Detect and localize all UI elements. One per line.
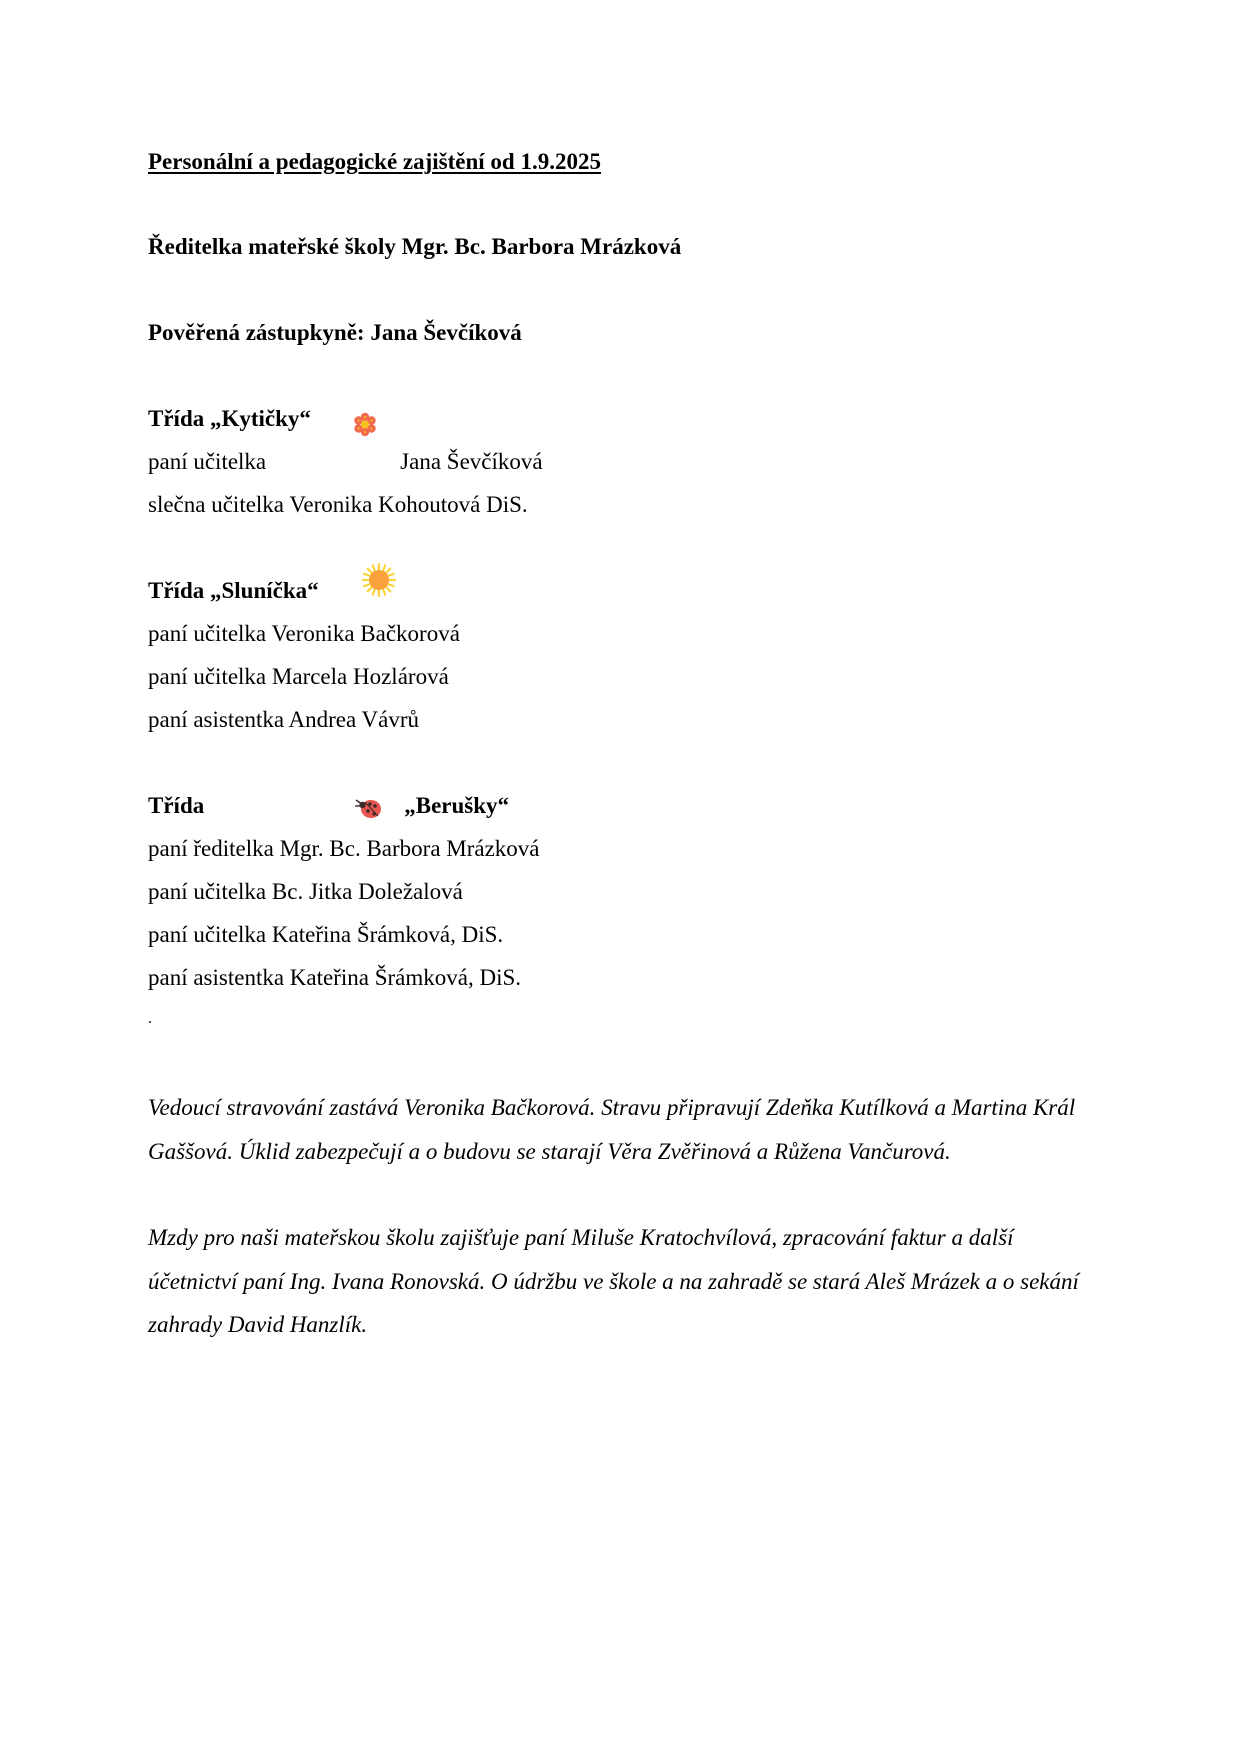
staff-name: Marcela Hozlárová <box>271 664 449 689</box>
class-heading <box>148 791 509 821</box>
flower-icon <box>352 412 378 443</box>
staff-row <box>148 619 460 649</box>
document-title: Personální a pedagogické zajištění od 1.9.2025 <box>148 149 601 174</box>
staff-name: Veronika Bačkorová <box>271 621 460 646</box>
staff-role: paní ředitelka <box>148 836 274 861</box>
staff-name: Kateřina Šrámková, DiS. <box>289 965 522 990</box>
sun-icon <box>361 562 397 603</box>
stray-period: . <box>148 1010 152 1027</box>
paragraph-administration: Mzdy pro naši mateřskou školu zajišťuje paní Miluše Kratochvílová, zpracování faktur a další účetnictví paní Ing. Ivana Ronovská. O údržbu ve škole a na zahradě se stará Aleš Mrázek a o sekání zahrady David Hanzlík. <box>148 1225 1079 1337</box>
deputy-line: Pověřená zástupkyně: Jana Ševčíková <box>148 320 522 345</box>
staff-role: paní učitelka <box>148 664 267 689</box>
staff-role: paní asistentka <box>148 707 285 732</box>
class-label-prefix: Třída <box>148 578 205 603</box>
staff-row <box>148 963 521 993</box>
staff-role: slečna učitelka <box>148 492 285 517</box>
staff-name: Veronika Kohoutová DiS. <box>289 492 528 517</box>
staff-row <box>148 834 540 864</box>
staff-name: Andrea Vávrů <box>288 707 420 732</box>
class-label-prefix: Třída <box>148 793 205 818</box>
class-label-prefix: Třída <box>148 406 205 431</box>
class-heading <box>148 404 311 434</box>
staff-role: paní učitelka <box>148 449 267 474</box>
class-label-name: „Sluníčka“ <box>209 578 319 603</box>
staff-name: Mgr. Bc. Barbora Mrázková <box>279 836 540 861</box>
director-line: Ředitelka mateřské školy Mgr. Bc. Barbora Mrázková <box>148 234 682 259</box>
staff-role: paní asistentka <box>148 965 285 990</box>
staff-row <box>148 662 449 692</box>
paragraph-catering: Vedoucí stravování zastává Veronika Bačkorová. Stravu připravují Zdeňka Kutílková a Martina Král Gaššová. Úklid zabezpečují a o budovu se starají Věra Zvěřinová a Růžena Vančurová. <box>148 1095 1076 1164</box>
staff-role: paní učitelka <box>148 922 267 947</box>
staff-row <box>148 877 463 907</box>
staff-row <box>148 447 543 477</box>
ladybug-icon <box>354 795 384 826</box>
class-heading <box>148 576 319 606</box>
staff-row <box>148 490 528 520</box>
staff-name: Jana Ševčíková <box>400 449 543 474</box>
staff-row <box>148 705 419 735</box>
class-label-name: „Berušky“ <box>404 793 510 818</box>
staff-role: paní učitelka <box>148 621 267 646</box>
staff-role: paní učitelka <box>148 879 267 904</box>
class-label-name: „Kytičky“ <box>209 406 311 431</box>
staff-name: Bc. Jitka Doležalová <box>271 879 463 904</box>
staff-name: Kateřina Šrámková, DiS. <box>271 922 504 947</box>
staff-row <box>148 920 503 950</box>
